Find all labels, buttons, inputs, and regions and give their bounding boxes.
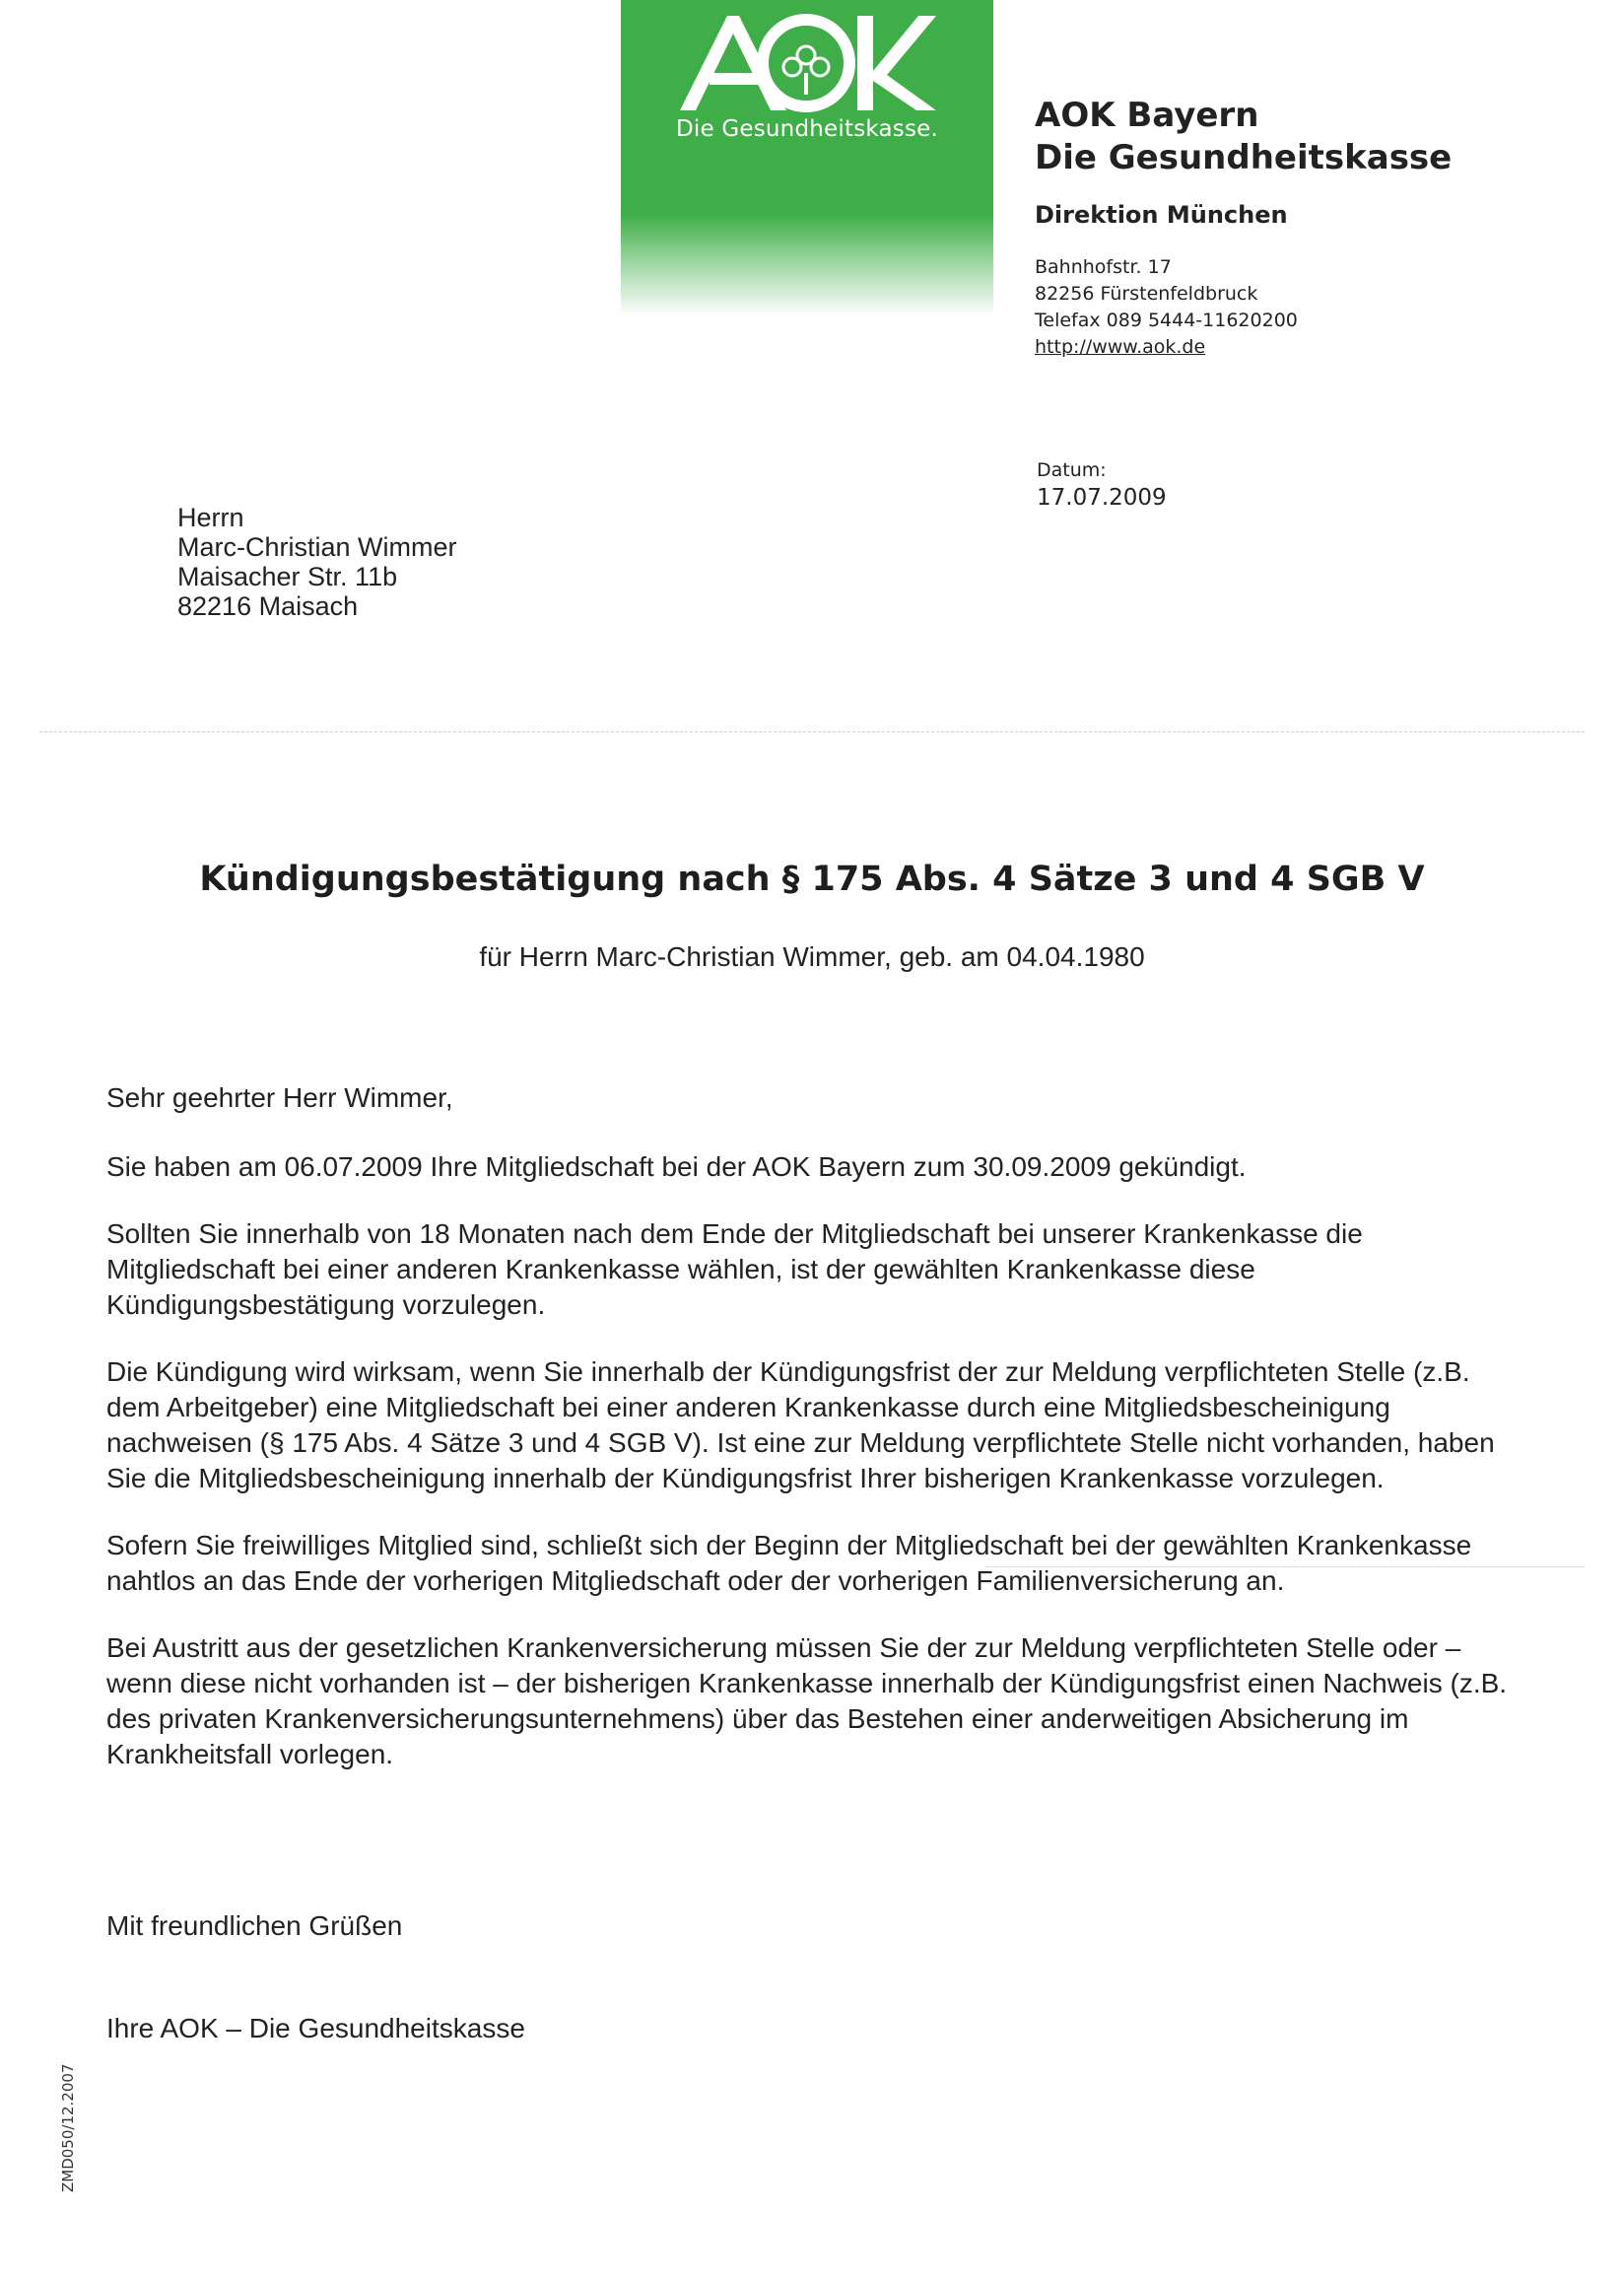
body-paragraph: Sollten Sie innerhalb von 18 Monaten nach dem Ende der Mitgliedschaft bei unserer Krankenkasse die Mitgliedschaft bei einer anderen Krankenkasse wählen, ist der gewählten Krankenkasse diese Kündigungsbestätigung vorzulegen. [106, 1218, 1363, 1320]
sender-city: 82256 Fürstenfeldbruck [1035, 283, 1258, 305]
sender-address [1035, 254, 1587, 361]
recipient-name: Marc-Christian Wimmer [177, 532, 457, 562]
aok-logo-mark [676, 12, 938, 114]
body-salutation: Sehr geehrter Herr Wimmer, [106, 1082, 453, 1113]
date-block [1037, 457, 1167, 513]
body-paragraph: Die Kündigung wird wirksam, wenn Sie innerhalb der Kündigungsfrist der zur Meldung verpflichteten Stelle (z.B. dem Arbeitgeber) eine Mitgliedschaft bei einer anderen Krankenkasse durch eine Mitgliedsbescheinigung nachweisen (§ 175 Abs. 4 Sätze 3 und 4 SGB V). Ist eine zur Meldung verpflichtete Stelle nicht vorhanden, haben Sie die Mitgliedsbescheinigung innerhalb der Kündigungsfrist Ihrer bisherigen Krankenkasse vorzulegen. [106, 1356, 1495, 1493]
sender-website-link[interactable]: http://www.aok.de [1035, 336, 1206, 358]
letter-subtitle: für Herrn Marc-Christian Wimmer, geb. am 04.04.1980 [479, 941, 1145, 972]
letter-subject: Kündigungsbestätigung nach § 175 Abs. 4 Sätze 3 und 4 SGB V [199, 860, 1425, 899]
letter-body [106, 1080, 1525, 1804]
aok-logo [621, 0, 993, 315]
date-value: 17.07.2009 [1037, 485, 1167, 511]
sender-block [1035, 95, 1587, 361]
recipient-street: Maisacher Str. 11b [177, 562, 398, 591]
sender-org-name: AOK Bayern [1035, 96, 1259, 135]
sender-fax: Telefax 089 5444-11620200 [1035, 310, 1298, 331]
letter-signature: Ihre AOK – Die Gesundheitskasse [106, 2013, 525, 2043]
letter-closing: Mit freundlichen Grüßen [106, 1910, 403, 1941]
sender-org-subtitle: Die Gesundheitskasse [1035, 138, 1453, 177]
sender-department: Direktion München [1035, 201, 1288, 229]
recipient-city: 82216 Maisach [177, 591, 359, 621]
recipient-salutation: Herrn [177, 503, 244, 532]
fold-line [39, 731, 1585, 732]
form-code: ZMD050/12.2007 [59, 2063, 77, 2192]
body-paragraph: Bei Austritt aus der gesetzlichen Krankenversicherung müssen Sie der zur Meldung verpflichteten Stelle oder – wenn diese nicht vorhanden ist – der bisherigen Krankenkasse innerhalb der Kündigungsfrist einen Nachweis (z.B. des privaten Krankenversicherungsunternehmens) über das Bestehen einer anderweitigen Absicherung im Krankheitsfall vorlegen. [106, 1632, 1508, 1769]
body-paragraph: Sie haben am 06.07.2009 Ihre Mitgliedschaft bei der AOK Bayern zum 30.09.2009 gekündigt. [106, 1151, 1247, 1182]
body-paragraph: Sofern Sie freiwilliges Mitglied sind, schließt sich der Beginn der Mitgliedschaft bei der gewählten Krankenkasse nahtlos an das Ende der vorherigen Mitgliedschaft oder der vorherigen Familienversicherung an. [106, 1530, 1472, 1596]
recipient-address [177, 503, 457, 621]
sender-street: Bahnhofstr. 17 [1035, 256, 1172, 278]
date-label: Datum: [1037, 459, 1107, 481]
logo-tagline: Die Gesundheitskasse. [675, 116, 939, 142]
